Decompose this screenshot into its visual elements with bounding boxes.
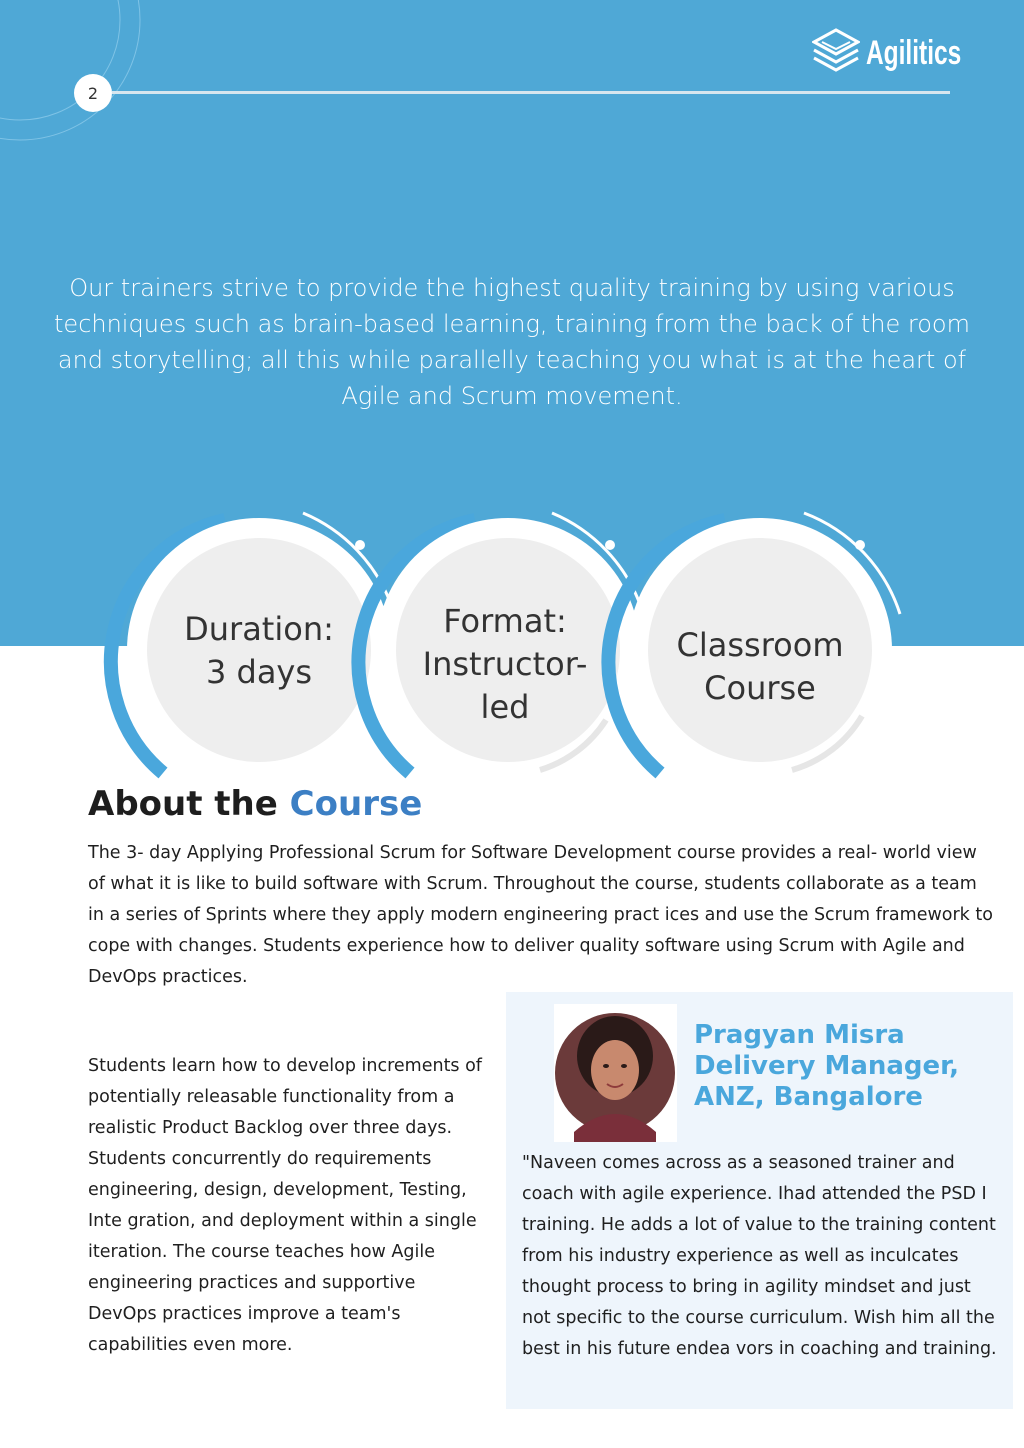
hero-text: Our trainers strive to provide the highest quality training by using various techniques such as brain-based learning, training from the back of the room and storytelling; all this while parallelly teaching you what is at the heart of Agile and Scrum movement. <box>54 274 970 410</box>
logo-text: Agilitics <box>866 33 962 72</box>
learn-paragraph: Students learn how to develop increments of potentially releasable functionality from a realistic Product Backlog over three days. Students concurrently do requirements engineering, design, development, Testing, Inte gration, and deployment within a single iteration. The course teaches how Agile engineering practices and supportive DevOps practices improve a team's capabilities even more. <box>88 1056 482 1355</box>
feature-classroom: Classroom Course <box>676 626 844 707</box>
testimonial-photo <box>554 1004 677 1142</box>
page-number: 2 <box>74 74 112 112</box>
testimonial-author: Pragyan Misra Delivery Manager, ANZ, Bangalore <box>694 1020 960 1112</box>
feature-duration: Duration: 3 days <box>184 610 334 691</box>
feature-format: Format: Instructor- led <box>422 602 588 726</box>
about-heading: About the Course <box>88 784 423 824</box>
about-paragraph: The 3- day Applying Professional Scrum for Software Development course provides a real- world view of what it is like to build software with Scrum. Throughout the course, students collaborate as a team in a series of Sprints where they apply modern engineering pract ices and use the Scrum framework to cope with changes. Students experience how to deliver quality software using Scrum with Agile and DevOps practices. <box>88 843 993 987</box>
testimonial-quote: "Naveen comes across as a seasoned trainer and coach with agile experience. Ihad attended the PSD I training. He adds a lot of value to the training content from his industry experience as well as inculcates thought process to bring in agility mindset and just not specific to the course curriculum. Wish him all the best in his future endea vors in coaching and training. <box>522 1153 997 1359</box>
